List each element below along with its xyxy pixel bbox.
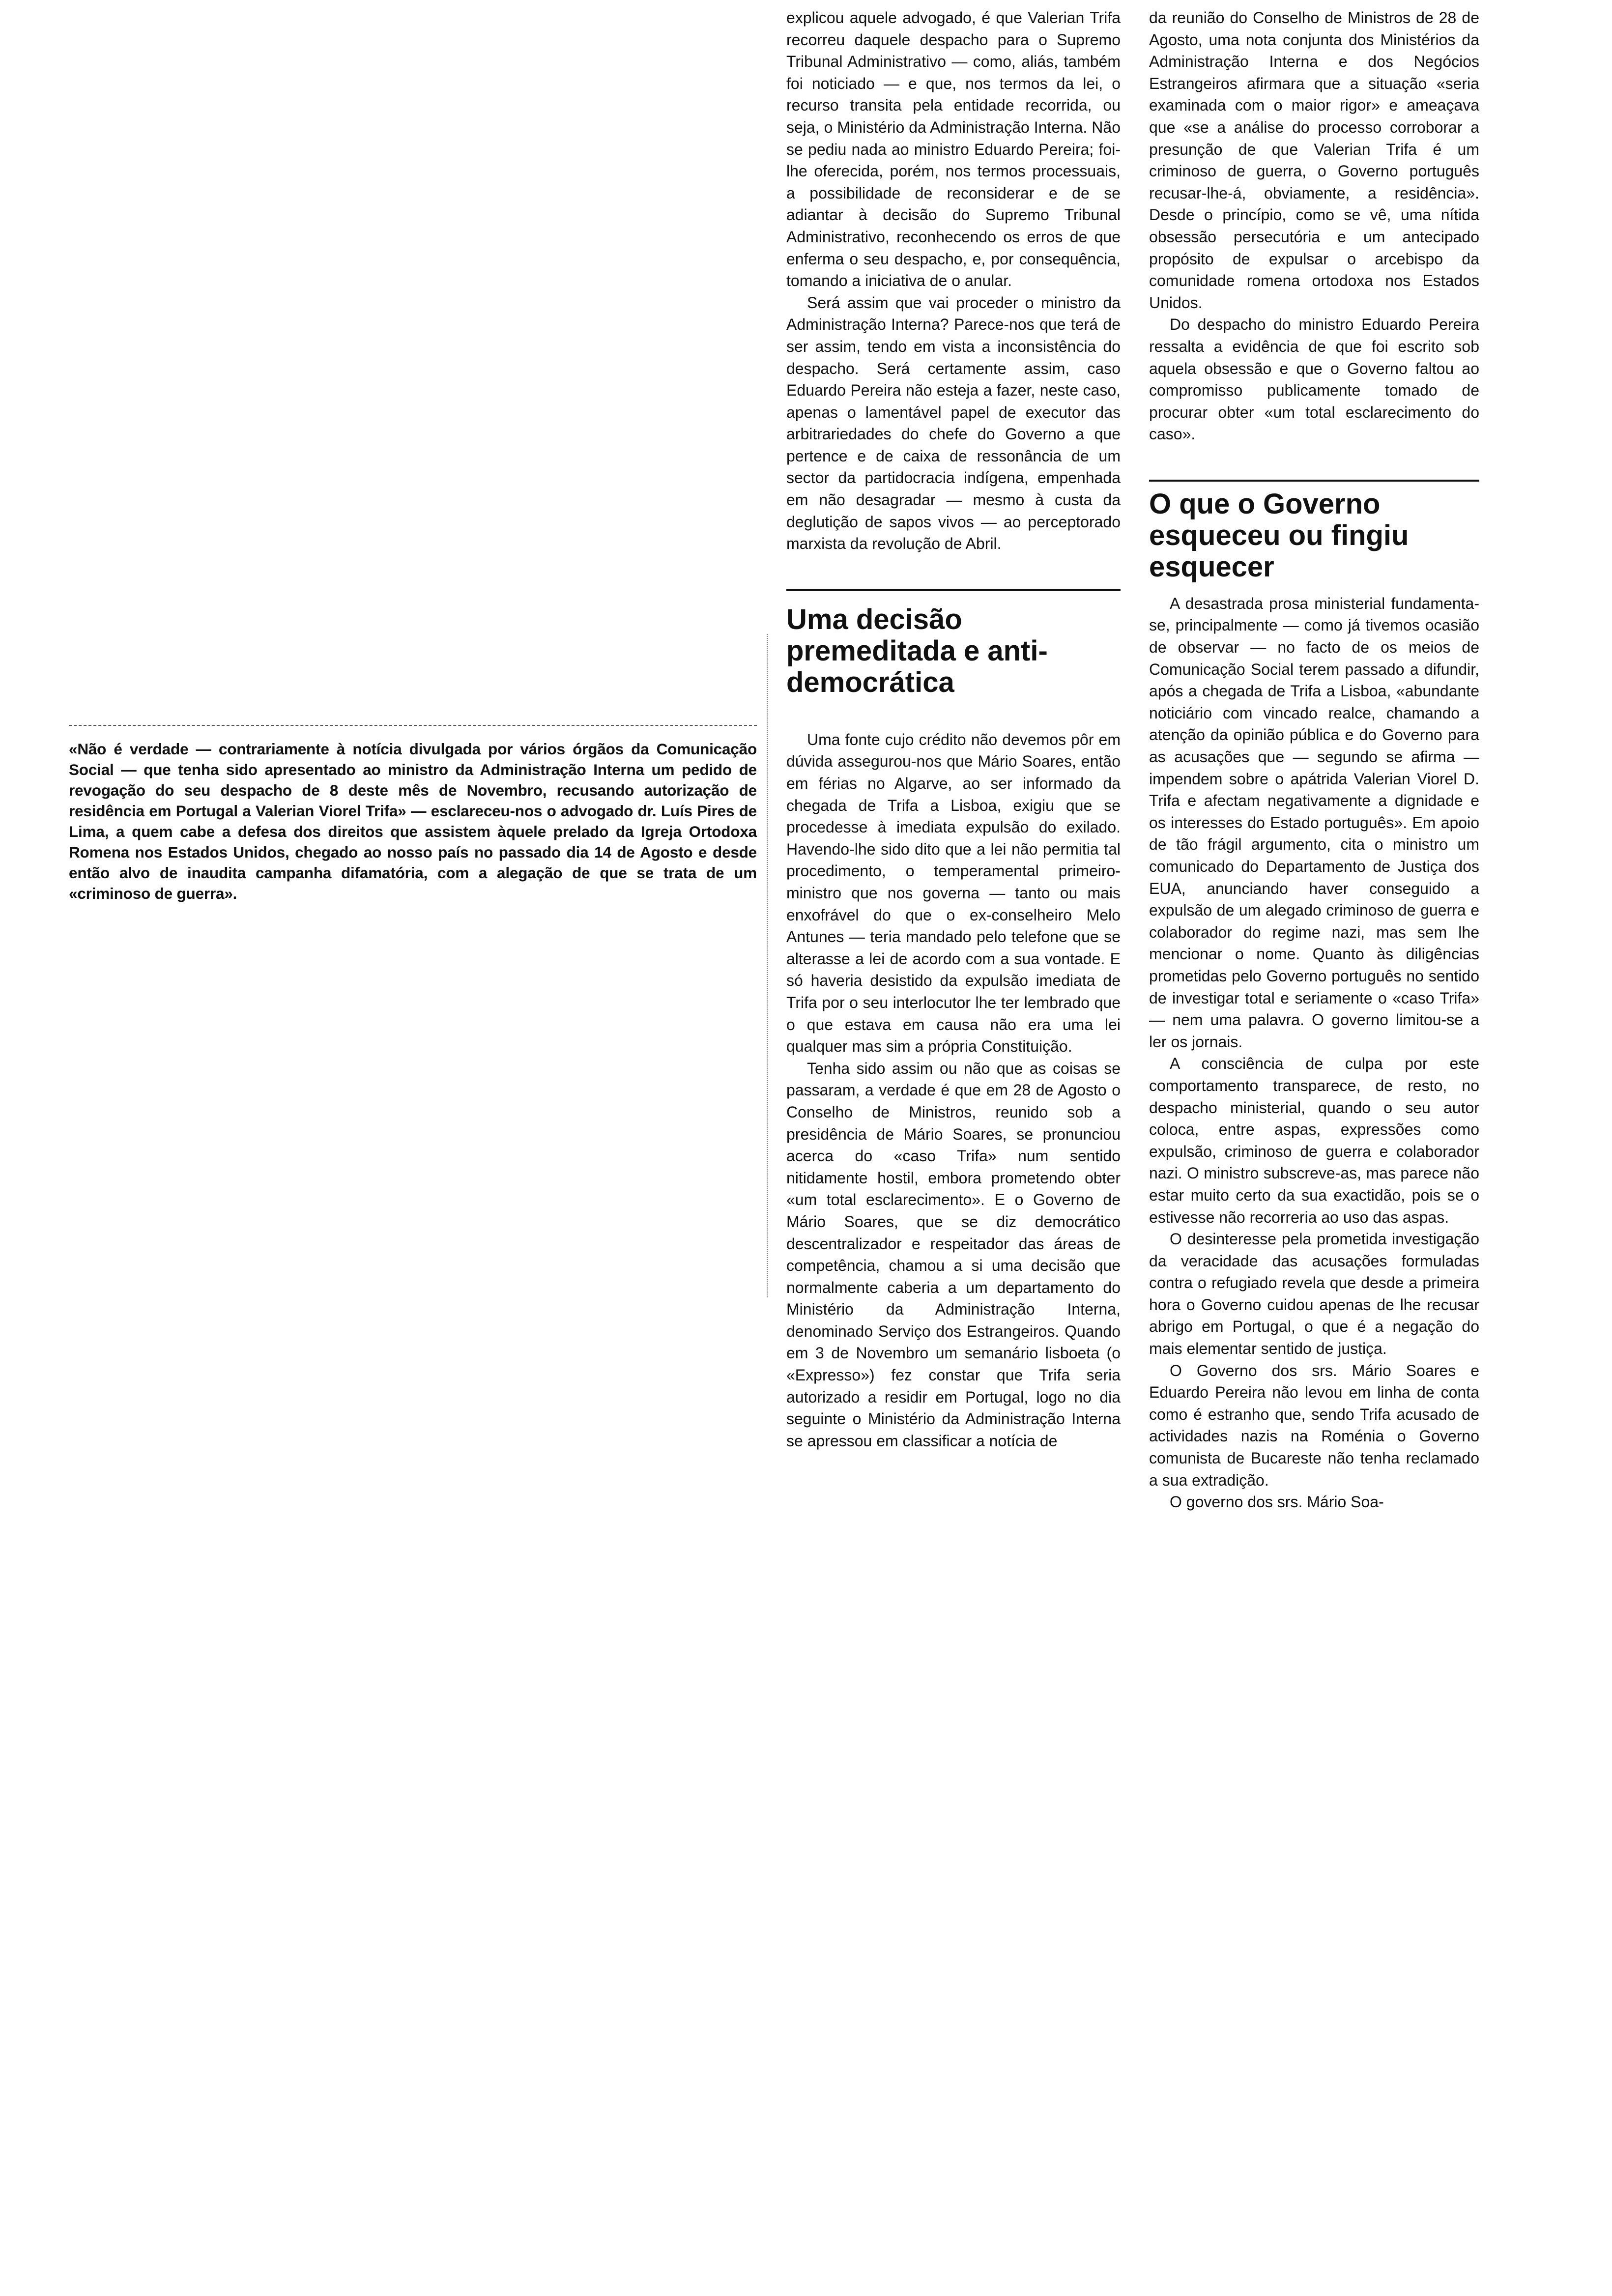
paragraph: da reunião do Conselho de Ministros de 28 de Agosto, uma nota conjunta dos Ministérios da Administração Interna e dos Negócios Estrangeiros afirmara que a situação «seria examinada com o maior rigor» e ameaçava que «se a análise do processo corroborar a presunção de que Valerian Trifa é um criminoso de guerra, o Governo português recusar-lhe-á, obviamente, a residência». Desde o princípio, como se vê, uma nítida obsessão persecutória e um antecipado propósito de expulsar o arcebispo da comunidade romena ortodoxa nos Estados Unidos. (1149, 9, 1479, 312)
subheading: O que o Governo esqueceu ou fingiu esquecer (1149, 488, 1409, 583)
paragraph: Do despacho do ministro Eduardo Pereira ressalta a evidência de que foi escrito sob aquela obsessão e que o Governo faltou ao compromisso publicamente tomado de procurar obter «um total esclarecimento do caso». (1149, 316, 1479, 443)
paragraph: Uma fonte cujo crédito não devemos pôr em dúvida assegurou-nos que Mário Soares, então em férias no Algarve, ao ser informado da chegada de Trifa a Lisboa, exigiu que se procedesse à imediata expulsão do exilado. Havendo-lhe sido dito que a lei não permitia tal procedimento, o temperamental primeiro-ministro que nos governa — tanto ou mais enxofrável do que o ex-conselheiro Melo Antunes — teria mandado pelo telefone que se alterasse a lei de acordo com a sua vontade. E só haveria desistido da expulsão imediata de Trifa por o seu interlocutor lhe ter lembrado que o que estava em causa não era uma lei qualquer mas sim a própria Constituição. (786, 730, 1121, 1056)
paragraph: O desinteresse pela prometida investigação da veracidade das acusações formuladas contra o refugiado revela que desde a primeira hora o Governo cuidou apenas de lhe recusar abrigo em Portugal, o que é a negação do mais elementar sentido de justiça. (1149, 1230, 1479, 1358)
subheading-block (786, 589, 1121, 698)
article-column-middle (786, 7, 1121, 1452)
subheading: Uma decisão premeditada e anti-democrática (786, 603, 1048, 698)
paragraph: Será assim que vai proceder o ministro da Administração Interna? Parece-nos que terá de ser assim, tendo em vista a inconsistência do despacho. Será certamente assim, caso Eduardo Pereira não esteja a fazer, neste caso, apenas o lamentável papel de executor das arbitrariedades do chefe do Governo a que pertence e de caixa de ressonância de um sector da partidocracia indígena, empenhada em não desagradar — mesmo à custa da deglutição de sapos vivos — ao perceptorado marxista da revolução de Abril. (786, 293, 1121, 553)
column-divider (767, 634, 769, 1297)
lead-paragraph (69, 725, 757, 904)
subheading-block (1149, 480, 1479, 583)
paragraph: O Governo dos srs. Mário Soares e Eduardo Pereira não levou em linha de conta como é estranho que, sendo Trifa acusado de actividades nazis na Roménia o Governo comunista de Bucareste não tenha reclamado a sua extradição. (1149, 1361, 1479, 1489)
paragraph: Tenha sido assim ou não que as coisas se passaram, a verdade é que em 28 de Agosto o Conselho de Ministros, reunido sob a presidência de Mário Soares, se pronunciou acerca do «caso Trifa» num sentido nitidamente hostil, embora prometendo obter «um total esclarecimento». E o Governo de Mário Soares, que se diz democrático descentralizador e respeitador das áreas de competência, chamou a si uma decisão que normalmente caberia a um departamento do Ministério da Administração Interna, denominado Serviço dos Estrangeiros. Quando em 3 de Novembro um semanário lisboeta (o «Expresso») fez constar que Trifa seria autorizado a residir em Portugal, logo no dia seguinte o Ministério da Administração Interna se apressou em classificar a notícia de (786, 1059, 1121, 1450)
paragraph: explicou aquele advogado, é que Valerian Trifa recorreu daquele despacho para o Supremo Tribunal Administrativo — como, aliás, também foi noticiado — e que, nos termos da lei, o recurso transita pela entidade recorrida, ou seja, o Ministério da Administração Interna. Não se pediu nada ao ministro Eduardo Pereira; foi-lhe oferecida, porém, nos termos processuais, a possibilidade de reconsiderar e de se adiantar à decisão do Supremo Tribunal Administrativo, reconhecendo os erros de que enferma o seu despacho, e, por consequência, tomando a iniciativa de o anular. (786, 9, 1121, 290)
paragraph: A consciência de culpa por este comportamento transparece, de resto, no despacho ministerial, quando o seu autor coloca, entre aspas, expressões como expulsão, criminoso de guerra e colaborador nazi. O ministro subscreve-as, mas parece não estar muito certo da sua exactidão, pois se o estivesse não recorreria ao uso das aspas. (1149, 1055, 1479, 1226)
paragraph: O governo dos srs. Mário Soa- (1170, 1493, 1384, 1511)
paragraph: A desastrada prosa ministerial fundamenta-se, principalmente — como já tivemos ocasião de observar — no facto de os meios de Comunicação Social terem passado a difundir, após a chegada de Trifa a Lisboa, «abundante noticiário com vincado realce, chamando a atenção da opinião pública e do Governo para as acusações que — segundo se afirma — impendem sobre o apátrida Valerian Viorel D. Trifa e afectam negativamente a dignidade e os interesses do Estado português». Em apoio de tão frágil argumento, cita o ministro um comunicado do Departamento de Justiça dos EUA, anunciando haver conseguido a expulsão de um alegado criminoso de guerra e colaborador do regime nazi, mas sem lhe mencionar o nome. Quanto às diligências prometidas pelo Governo português no sentido de investigar total e seriamente o «caso Trifa» — nem uma palavra. O governo limitou-se a ler os jornais. (1149, 594, 1479, 1051)
lead-text: «Não é verdade — contrariamente à notícia divulgada por vários órgãos da Comunicação Social — que tenha sido apresentado ao ministro da Administração Interna um pedido de revogação do seu despacho de 8 deste mês de Novembro, recusando autorização de residência em Portugal a Valerian Viorel Trifa» — esclareceu-nos o advogado dr. Luís Pires de Lima, a quem cabe a defesa dos direitos que assistem àquele prelado da Igreja Ortodoxa Romena nos Estados Unidos, chegado ao nosso país no passado dia 14 de Agosto e desde então alvo de inaudita campanha difamatória, com a alegação de que se trata de um «criminoso de guerra». (69, 740, 757, 902)
article-column-right (1149, 7, 1479, 1513)
